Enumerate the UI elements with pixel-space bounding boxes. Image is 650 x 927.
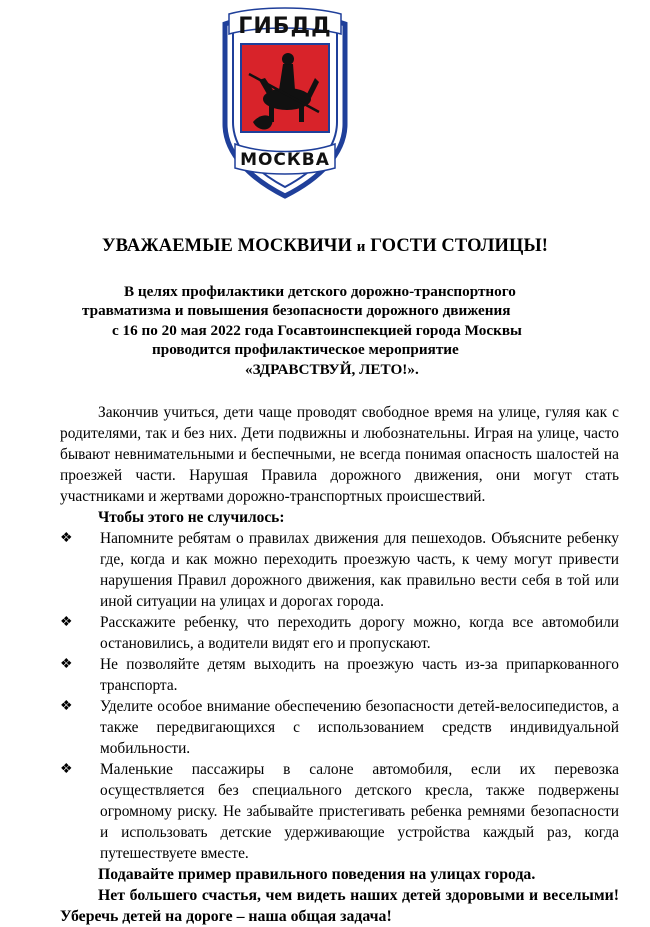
closing-line-2: Нет большего счастья, чем видеть наших детей здоровыми и веселыми! Уберечь детей на дороге – наша общая задача!: [60, 887, 619, 925]
gibdd-moscow-logo: [219, 4, 351, 200]
diamond-bullet-icon: ❖: [60, 699, 73, 714]
list-item: [60, 696, 619, 759]
diamond-bullet-icon: ❖: [60, 762, 73, 777]
title-part1: УВАЖАЕМЫЕ МОСКВИЧИ: [101, 236, 357, 256]
closing-line-1: Подавайте пример правильного поведения на улицах города.: [98, 866, 536, 883]
tip-text: Напомните ребятам о правилах движения для пешеходов. Объясните ребенку где, когда и как можно переходить проезжую часть, к чему могут привести нарушения Правил дорожного движения, как правильно вести себя в той или иной ситуации на улицах и дорогах города.: [100, 530, 619, 610]
list-item: [60, 612, 619, 654]
list-item: [60, 759, 619, 864]
page-title: [0, 236, 650, 257]
intro-line-4: проводится профилактическое мероприятие: [152, 341, 459, 358]
diamond-bullet-icon: ❖: [60, 657, 73, 672]
intro-line-1: В целях профилактики детского дорожно-транспортного: [124, 283, 516, 300]
diamond-bullet-icon: ❖: [60, 531, 73, 546]
intro-line-3: с 16 по 20 мая 2022 года Госавтоинспекцией города Москвы: [112, 322, 522, 339]
logo-top-text: ГИБДД: [238, 14, 332, 39]
title-conjunction: и: [356, 239, 366, 255]
logo-bottom-text: МОСКВА: [240, 150, 330, 170]
tips-heading: Чтобы этого не случилось:: [98, 509, 285, 526]
body-text: [60, 402, 619, 927]
title-part2: ГОСТИ СТОЛИЦЫ!: [365, 236, 549, 256]
tip-text: Маленькие пассажиры в салоне автомобиля, если их перевозка осуществляется без специального детского кресла, также подвержены огромному риску. Не забывайте пристегивать ребенка ремнями безопасности и использовать детские удерживающие устройства каждый раз, когда путешествуете вместе.: [100, 761, 619, 862]
tip-text: Не позволяйте детям выходить на проезжую часть из-за припаркованного транспорта.: [100, 656, 619, 694]
list-item: [60, 528, 619, 612]
main-paragraph: Закончив учиться, дети чаще проводят свободное время на улице, гуляя как с родителями, так и без них. Дети подвижны и любознательны. Играя на улице, часто бывают невнимательными и беспечными, не всегда понимая опасность шалостей на проезжей части. Нарушая Правила дорожного движения, они могут стать участниками и жертвами дорожно-транспортных происшествий.: [60, 404, 619, 505]
tip-text: Уделите особое внимание обеспечению безопасности детей-велосипедистов, а также передвигающихся с использованием средств индивидуальной мобильности.: [100, 698, 619, 757]
diamond-bullet-icon: ❖: [60, 615, 73, 630]
intro-line-5: «ЗДРАВСТВУЙ, ЛЕТО!».: [245, 361, 419, 378]
intro-line-2: травматизма и повышения безопасности дорожного движения: [82, 302, 511, 319]
list-item: [60, 654, 619, 696]
tips-list: [60, 528, 619, 864]
tip-text: Расскажите ребенку, что переходить дорогу можно, когда все автомобили остановились, а водители видят его и пропускают.: [100, 614, 619, 652]
